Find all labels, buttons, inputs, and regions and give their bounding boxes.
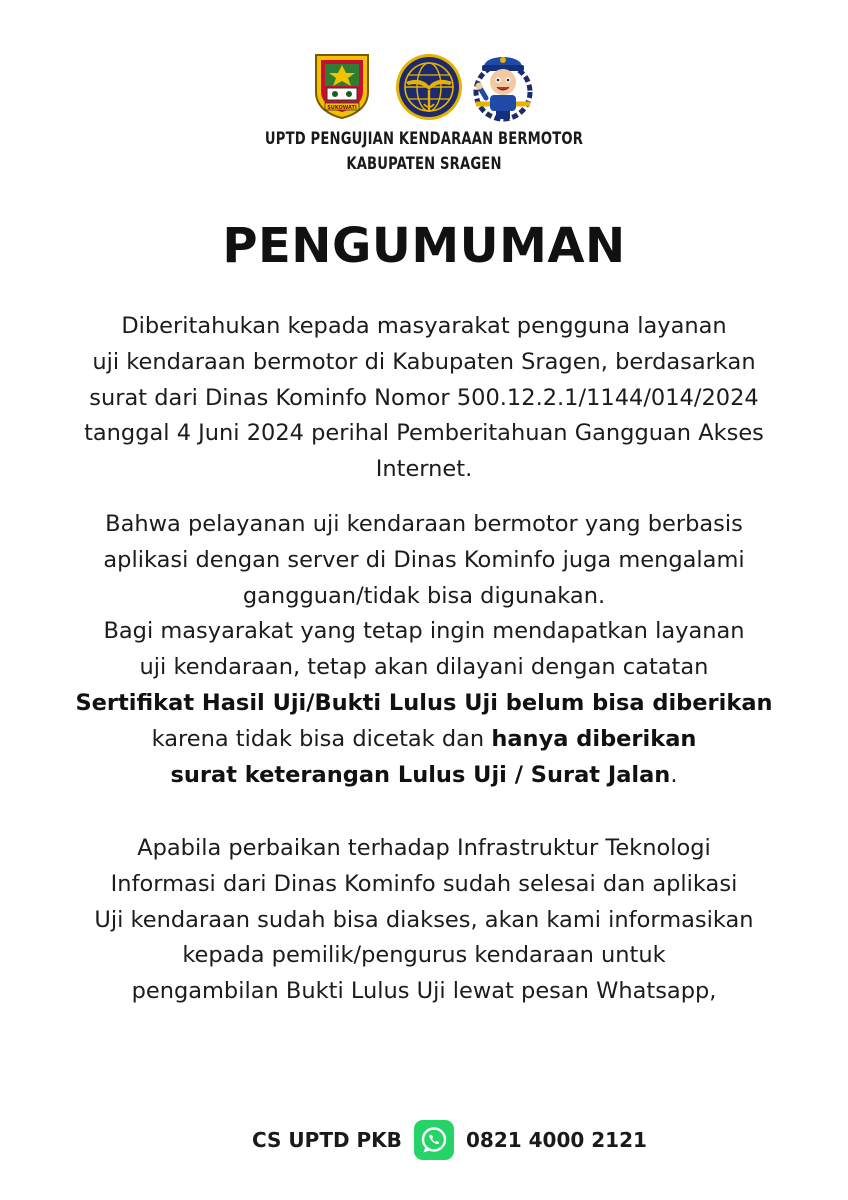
paragraph-follow-up — [0, 831, 848, 1010]
customer-service-label: CS UPTD PKB — [252, 1128, 402, 1152]
phone-number[interactable]: 0821 4000 2121 — [466, 1128, 647, 1152]
header-logos — [0, 48, 848, 126]
period-text: . — [670, 761, 678, 788]
paragraph-line: Bagi masyarakat yang tetap ingin mendapatkan layanan — [103, 618, 745, 645]
paragraph-line: tanggal 4 Juni 2024 perihal Pemberitahuan Gangguan Akses — [84, 420, 764, 447]
paragraph-line-emphasis — [0, 686, 848, 722]
agency-name-line2: KABUPATEN SRAGEN — [346, 154, 502, 174]
paragraph-line: Internet. — [375, 456, 473, 483]
pengujian-kendaraan-mascot-icon — [470, 48, 536, 126]
paragraph-service-status — [0, 507, 848, 793]
contact-footer — [0, 1118, 848, 1164]
paragraph-line — [0, 758, 848, 794]
paragraph-line: uji kendaraan bermotor di Kabupaten Sragen, berdasarkan — [92, 348, 756, 375]
paragraph-line: kepada pemilik/pengurus kendaraan untuk — [182, 942, 666, 969]
paragraph-line: Apabila perbaikan terhadap Infrastruktur Teknologi — [137, 835, 711, 861]
kabupaten-sragen-crest-icon — [313, 52, 371, 120]
paragraph-line: gangguan/tidak bisa digunakan. — [242, 582, 606, 609]
paragraph-line: Informasi dari Dinas Kominfo sudah selesai dan aplikasi — [110, 870, 738, 897]
crest-motto-text: SUKOWATI — [327, 105, 357, 111]
paragraph-notice — [0, 309, 848, 488]
whatsapp-icon[interactable] — [414, 1120, 454, 1160]
certificate-notice-bold: Sertifikat Hasil Uji/Bukti Lulus Uji belum bisa diberikan — [75, 689, 773, 716]
only-given-bold: hanya diberikan — [491, 725, 697, 752]
agency-name-line1: UPTD PENGUJIAN KENDARAAN BERMOTOR — [264, 129, 584, 149]
dinas-perhubungan-emblem-icon — [394, 52, 464, 122]
travel-letter-bold: surat keterangan Lulus Uji / Surat Jalan — [170, 761, 671, 788]
paragraph-line: aplikasi dengan server di Dinas Kominfo juga mengalami — [103, 546, 745, 573]
paragraph-line: Bahwa pelayanan uji kendaraan bermotor yang berbasis — [105, 511, 743, 537]
paragraph-line: Uji kendaraan sudah bisa diakses, akan kami informasikan — [94, 906, 754, 933]
paragraph-line: Diberitahukan kepada masyarakat pengguna layanan — [121, 313, 727, 339]
print-reason-text: karena tidak bisa dicetak dan — [151, 725, 492, 752]
paragraph-line: surat dari Dinas Kominfo Nomor 500.12.2.1/1144/014/2024 — [89, 384, 759, 411]
paragraph-line: pengambilan Bukti Lulus Uji lewat pesan Whatsapp, — [131, 978, 717, 1005]
paragraph-line: uji kendaraan, tetap akan dilayani dengan catatan — [139, 654, 709, 681]
paragraph-line — [0, 722, 848, 758]
page-title: PENGUMUMAN — [222, 218, 626, 274]
